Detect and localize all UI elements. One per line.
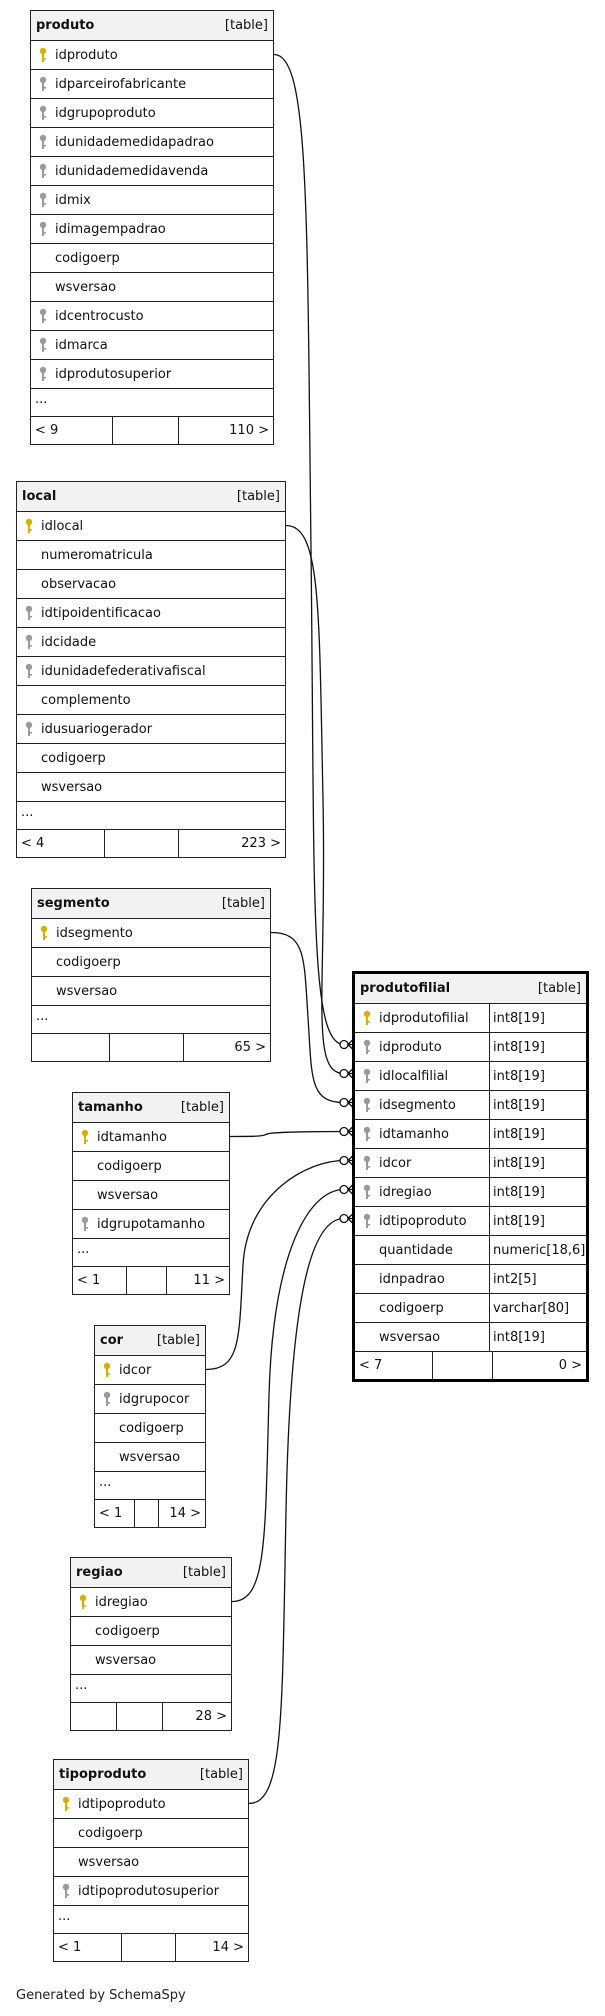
column-row-idcidade[interactable] xyxy=(17,628,285,657)
parents-count[interactable] xyxy=(32,1034,110,1061)
foreign-key-icon xyxy=(38,163,48,179)
foreign-key-icon xyxy=(38,134,48,150)
relationship-line-tamanho xyxy=(230,1132,344,1137)
column-type: varchar[80] xyxy=(489,1294,569,1322)
table-tipoproduto[interactable] xyxy=(53,1759,249,1962)
column-name: wsversao xyxy=(379,1329,441,1345)
table-header xyxy=(31,11,273,41)
column-name: idmix xyxy=(55,192,91,208)
more-columns-ellipsis: ... xyxy=(31,389,273,417)
column-type: int8[19] xyxy=(489,1033,545,1061)
foreign-key-icon xyxy=(38,192,48,208)
more-columns-ellipsis: ... xyxy=(17,802,285,830)
column-type: int8[19] xyxy=(489,1120,545,1148)
table-header xyxy=(54,1760,248,1790)
column-name: quantidade xyxy=(379,1242,453,1258)
table-cor[interactable] xyxy=(94,1325,206,1528)
column-row-codigoerp[interactable] xyxy=(355,1294,586,1323)
more-columns-ellipsis: ... xyxy=(32,1006,270,1034)
table-header xyxy=(32,889,270,919)
column-row-codigoerp[interactable] xyxy=(71,1617,231,1646)
table-header xyxy=(355,974,586,1004)
column-name: complemento xyxy=(41,692,131,708)
column-row-idtipoprodutosuperior[interactable] xyxy=(54,1877,248,1906)
parents-count[interactable]: < 7 xyxy=(355,1352,433,1379)
column-row-idgrupocor[interactable] xyxy=(95,1385,205,1414)
optional-end-marker xyxy=(340,1099,348,1107)
column-row-idregiao[interactable] xyxy=(355,1178,586,1207)
column-row-idnpadrao[interactable] xyxy=(355,1265,586,1294)
column-row-observacao[interactable] xyxy=(17,570,285,599)
foreign-key-icon xyxy=(80,1216,90,1232)
foreign-key-icon xyxy=(362,1068,372,1084)
column-row-idunidadefederativafiscal[interactable] xyxy=(17,657,285,686)
column-type: int8[19] xyxy=(489,1207,545,1235)
table-type-tag: [table] xyxy=(221,896,265,911)
column-type: int8[19] xyxy=(489,1149,545,1177)
column-row-idtamanho[interactable] xyxy=(355,1120,586,1149)
foreign-key-icon xyxy=(38,308,48,324)
column-row-idlocal[interactable] xyxy=(17,512,285,541)
table-header xyxy=(73,1093,229,1123)
column-row-idimagempadrao[interactable] xyxy=(31,215,273,244)
column-name: idtipoproduto xyxy=(78,1796,166,1812)
parents-count[interactable]: < 9 xyxy=(31,417,113,444)
table-name: segmento xyxy=(37,896,110,911)
optional-end-marker xyxy=(340,1157,348,1165)
foreign-key-icon xyxy=(24,634,34,650)
column-row-idusuariogerador[interactable] xyxy=(17,715,285,744)
table-nav-footer xyxy=(32,1034,270,1061)
table-header xyxy=(95,1326,205,1356)
optional-end-marker xyxy=(340,1041,348,1049)
footer-generated-by: Generated by SchemaSpy xyxy=(16,1988,186,2003)
column-name: idusuariogerador xyxy=(41,721,153,737)
column-row-idsegmento[interactable] xyxy=(355,1091,586,1120)
column-row-quantidade[interactable] xyxy=(355,1236,586,1265)
column-name: idunidademedidavenda xyxy=(55,163,209,179)
foreign-key-icon xyxy=(362,1126,372,1142)
column-name: idcor xyxy=(119,1362,152,1378)
column-name: idtipoproduto xyxy=(379,1213,467,1229)
column-name: idunidademedidapadrao xyxy=(55,134,214,150)
table-nav-footer xyxy=(355,1352,586,1379)
relationship-line-regiao xyxy=(232,1190,344,1602)
children-count[interactable]: 223 > xyxy=(241,836,281,851)
parents-count[interactable]: < 1 xyxy=(54,1934,122,1961)
column-row-idunidademedidapadrao[interactable] xyxy=(31,128,273,157)
column-name: idunidadefederativafiscal xyxy=(41,663,206,679)
column-row-idsegmento[interactable] xyxy=(32,919,270,948)
column-name: wsversao xyxy=(56,983,118,999)
nav-middle xyxy=(113,417,179,444)
relationship-line-tipoproduto xyxy=(249,1219,344,1804)
parents-count[interactable]: < 4 xyxy=(17,830,105,857)
table-produtofilial[interactable] xyxy=(352,971,589,1382)
column-name: wsversao xyxy=(78,1854,140,1870)
column-row-idprodutosuperior[interactable] xyxy=(31,360,273,389)
table-type-tag: [table] xyxy=(236,489,280,504)
table-nav-footer xyxy=(54,1934,248,1961)
column-name: wsversao xyxy=(41,779,103,795)
optional-end-marker xyxy=(340,1070,348,1078)
column-name: codigoerp xyxy=(95,1623,160,1639)
column-name: codigoerp xyxy=(56,954,121,970)
nav-middle xyxy=(127,1267,167,1294)
more-columns-ellipsis: ... xyxy=(95,1472,205,1500)
column-name: idtipoprodutosuperior xyxy=(78,1883,220,1899)
column-row-wsversao[interactable] xyxy=(73,1181,229,1210)
column-row-codigoerp[interactable] xyxy=(17,744,285,773)
column-name: idimagempadrao xyxy=(55,221,166,237)
optional-end-marker xyxy=(340,1215,348,1223)
more-columns-ellipsis: ... xyxy=(54,1906,248,1934)
column-name: codigoerp xyxy=(97,1158,162,1174)
table-type-tag: [table] xyxy=(199,1767,243,1782)
children-count[interactable]: 14 > xyxy=(212,1940,244,1955)
column-name: idtamanho xyxy=(97,1129,167,1145)
column-row-idproduto[interactable] xyxy=(355,1033,586,1062)
table-nav-footer xyxy=(31,417,273,444)
foreign-key-icon xyxy=(24,721,34,737)
foreign-key-icon xyxy=(362,1184,372,1200)
column-row-idtipoproduto[interactable] xyxy=(355,1207,586,1236)
column-row-idunidademedidavenda[interactable] xyxy=(31,157,273,186)
more-columns-ellipsis: ... xyxy=(73,1239,229,1267)
table-type-tag: [table] xyxy=(224,18,268,33)
column-name: codigoerp xyxy=(55,250,120,266)
column-name: idgrupoproduto xyxy=(55,105,156,121)
table-header xyxy=(17,482,285,512)
column-row-codigoerp[interactable] xyxy=(95,1414,205,1443)
primary-key-icon xyxy=(38,47,48,63)
column-name: wsversao xyxy=(119,1449,181,1465)
column-type: int8[19] xyxy=(489,1178,545,1206)
foreign-key-icon xyxy=(102,1391,112,1407)
table-type-tag: [table] xyxy=(156,1333,200,1348)
column-name: codigoerp xyxy=(78,1825,143,1841)
column-type: int8[19] xyxy=(489,1062,545,1090)
table-nav-footer xyxy=(17,830,285,857)
relationship-line-segmento xyxy=(271,933,344,1103)
column-row-idgrupotamanho[interactable] xyxy=(73,1210,229,1239)
column-name: idgrupotamanho xyxy=(97,1216,206,1232)
column-name: idtipoidentificacao xyxy=(41,605,161,621)
foreign-key-icon xyxy=(61,1883,71,1899)
column-name: wsversao xyxy=(55,279,117,295)
column-name: idregiao xyxy=(379,1184,432,1200)
table-type-tag: [table] xyxy=(182,1565,226,1580)
table-local[interactable] xyxy=(16,481,286,858)
column-name: observacao xyxy=(41,576,117,592)
table-tamanho[interactable] xyxy=(72,1092,230,1295)
column-row-idprodutofilial[interactable] xyxy=(355,1004,586,1033)
column-name: idparceirofabricante xyxy=(55,76,187,92)
nav-middle xyxy=(105,830,179,857)
column-row-idtamanho[interactable] xyxy=(73,1123,229,1152)
foreign-key-icon xyxy=(24,663,34,679)
column-name: idsegmento xyxy=(379,1097,456,1113)
table-type-tag: [table] xyxy=(537,981,581,996)
table-segmento[interactable] xyxy=(31,888,271,1062)
table-regiao[interactable] xyxy=(70,1557,232,1731)
column-name: idtamanho xyxy=(379,1126,449,1142)
table-produto[interactable] xyxy=(30,10,274,445)
column-row-wsversao[interactable] xyxy=(71,1646,231,1675)
foreign-key-icon xyxy=(362,1097,372,1113)
column-row-idmarca[interactable] xyxy=(31,331,273,360)
table-name: tamanho xyxy=(78,1100,143,1115)
column-name: codigoerp xyxy=(379,1300,444,1316)
column-row-codigoerp[interactable] xyxy=(54,1819,248,1848)
table-name: produto xyxy=(36,18,95,33)
column-row-complemento[interactable] xyxy=(17,686,285,715)
nav-middle xyxy=(433,1352,493,1379)
column-row-idcor[interactable] xyxy=(355,1149,586,1178)
column-row-wsversao[interactable] xyxy=(355,1323,586,1352)
column-name: idnpadrao xyxy=(379,1271,445,1287)
column-name: codigoerp xyxy=(41,750,106,766)
table-name: tipoproduto xyxy=(59,1767,147,1782)
column-row-idgrupoproduto[interactable] xyxy=(31,99,273,128)
table-name: produtofilial xyxy=(360,981,451,996)
primary-key-icon xyxy=(61,1796,71,1812)
optional-end-marker xyxy=(340,1186,348,1194)
column-row-wsversao[interactable] xyxy=(95,1443,205,1472)
column-type: numeric[18,6] xyxy=(489,1236,585,1264)
column-row-wsversao[interactable] xyxy=(54,1848,248,1877)
column-name: idmarca xyxy=(55,337,108,353)
column-row-idregiao[interactable] xyxy=(71,1588,231,1617)
column-row-idproduto[interactable] xyxy=(31,41,273,70)
column-type: int8[19] xyxy=(489,1004,545,1032)
column-row-idtipoidentificacao[interactable] xyxy=(17,599,285,628)
foreign-key-icon xyxy=(362,1155,372,1171)
column-name: idgrupocor xyxy=(119,1391,190,1407)
children-count[interactable]: 11 > xyxy=(193,1273,225,1288)
column-type: int8[19] xyxy=(489,1091,545,1119)
nav-middle xyxy=(135,1500,159,1527)
column-row-wsversao[interactable] xyxy=(32,977,270,1006)
column-name: codigoerp xyxy=(119,1420,184,1436)
column-name: idproduto xyxy=(55,47,118,63)
column-name: idprodutosuperior xyxy=(55,366,172,382)
children-count[interactable]: 0 > xyxy=(558,1358,582,1373)
table-type-tag: [table] xyxy=(180,1100,224,1115)
optional-end-marker xyxy=(340,1128,348,1136)
column-row-idcor[interactable] xyxy=(95,1356,205,1385)
relationship-line-local xyxy=(286,526,344,1074)
column-name: idlocal xyxy=(41,518,84,534)
column-row-codigoerp[interactable] xyxy=(31,244,273,273)
foreign-key-icon xyxy=(38,337,48,353)
column-name: idproduto xyxy=(379,1039,442,1055)
column-name: idcentrocusto xyxy=(55,308,144,324)
primary-key-icon xyxy=(102,1362,112,1378)
primary-key-icon xyxy=(80,1129,90,1145)
primary-key-icon xyxy=(24,518,34,534)
table-nav-footer xyxy=(95,1500,205,1527)
column-name: wsversao xyxy=(97,1187,159,1203)
column-row-idmix[interactable] xyxy=(31,186,273,215)
foreign-key-icon xyxy=(362,1213,372,1229)
children-count[interactable]: 28 > xyxy=(195,1709,227,1724)
table-name: cor xyxy=(100,1333,124,1348)
table-nav-footer xyxy=(73,1267,229,1294)
foreign-key-icon xyxy=(38,76,48,92)
column-row-idcentrocusto[interactable] xyxy=(31,302,273,331)
column-name: wsversao xyxy=(95,1652,157,1668)
foreign-key-icon xyxy=(24,605,34,621)
foreign-key-icon xyxy=(362,1039,372,1055)
column-type: int8[19] xyxy=(489,1323,545,1351)
more-columns-ellipsis: ... xyxy=(71,1675,231,1703)
column-row-wsversao[interactable] xyxy=(17,773,285,802)
children-count[interactable]: 14 > xyxy=(169,1506,201,1521)
column-row-idparceirofabricante[interactable] xyxy=(31,70,273,99)
column-name: numeromatricula xyxy=(41,547,153,563)
foreign-key-icon xyxy=(38,221,48,237)
column-name: idcidade xyxy=(41,634,97,650)
column-row-wsversao[interactable] xyxy=(31,273,273,302)
primary-key-icon xyxy=(39,925,49,941)
table-nav-footer xyxy=(71,1703,231,1730)
foreign-key-icon xyxy=(38,366,48,382)
nav-middle xyxy=(122,1934,176,1961)
primary-key-icon xyxy=(362,1010,372,1026)
table-name: regiao xyxy=(76,1565,123,1580)
column-name: idsegmento xyxy=(56,925,133,941)
primary-key-icon xyxy=(78,1594,88,1610)
children-count[interactable]: 110 > xyxy=(229,423,269,438)
column-row-idlocalfilial[interactable] xyxy=(355,1062,586,1091)
parents-count[interactable]: < 1 xyxy=(73,1267,127,1294)
column-row-codigoerp[interactable] xyxy=(73,1152,229,1181)
table-header xyxy=(71,1558,231,1588)
column-type: int2[5] xyxy=(489,1265,537,1293)
children-count[interactable]: 65 > xyxy=(234,1040,266,1055)
column-name: idprodutofilial xyxy=(379,1010,469,1026)
table-name: local xyxy=(22,489,57,504)
parents-count[interactable]: < 1 xyxy=(95,1500,135,1527)
foreign-key-icon xyxy=(38,105,48,121)
parents-count[interactable] xyxy=(71,1703,117,1730)
nav-middle xyxy=(110,1034,184,1061)
column-name: idcor xyxy=(379,1155,412,1171)
nav-middle xyxy=(117,1703,163,1730)
column-name: idregiao xyxy=(95,1594,148,1610)
column-row-numeromatricula[interactable] xyxy=(17,541,285,570)
column-row-codigoerp[interactable] xyxy=(32,948,270,977)
column-row-idtipoproduto[interactable] xyxy=(54,1790,248,1819)
column-name: idlocalfilial xyxy=(379,1068,449,1084)
